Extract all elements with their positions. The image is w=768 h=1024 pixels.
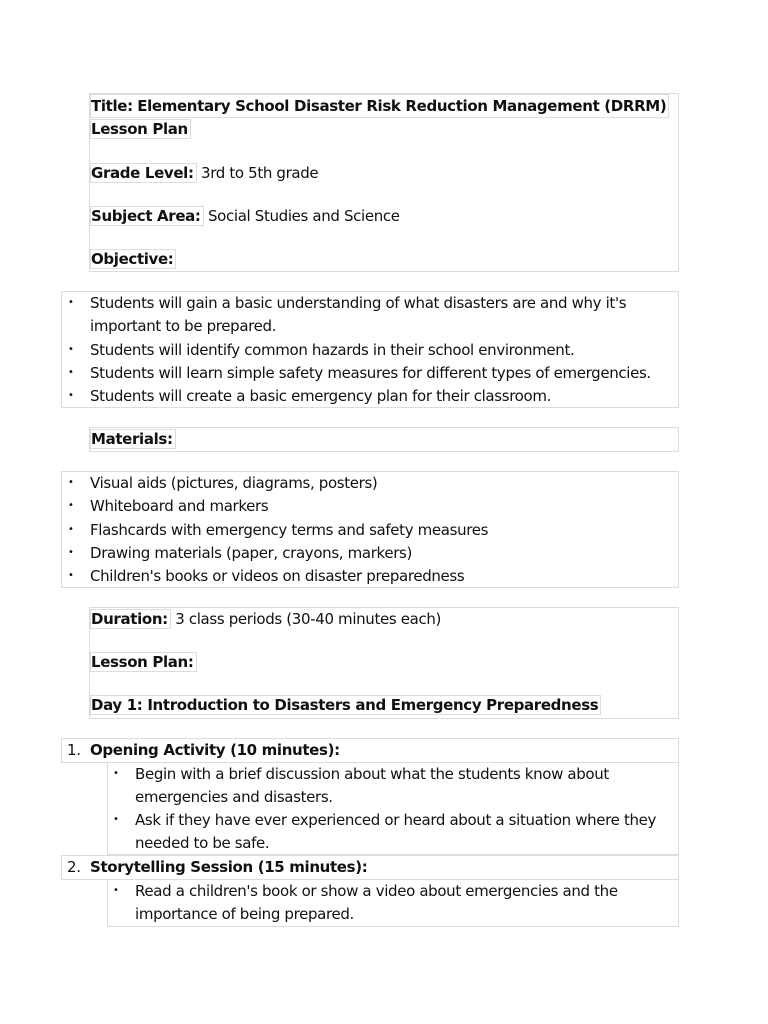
objective-label: Objective: [90,249,176,269]
subject-area-value: Social Studies and Science [208,207,400,225]
list-item: Whiteboard and markers [90,497,269,515]
list-bullet: • [68,390,74,401]
list-item: Flashcards with emergency terms and safety measures [90,521,489,539]
activity-number: 1. [67,741,81,759]
list-bullet: • [68,547,74,558]
duration-value: 3 class periods (30-40 minutes each) [175,610,442,628]
activity-1-title: Opening Activity (10 minutes): [90,741,340,759]
objective-heading [90,248,176,270]
activity-2-title: Storytelling Session (15 minutes): [90,858,368,876]
list-bullet: • [68,344,74,355]
day-1-heading [90,694,601,716]
list-item: Begin with a brief discussion about what the students know about [135,765,609,783]
grade-level-value: 3rd to 5th grade [201,164,319,182]
list-item-continued: important to be prepared. [90,317,277,335]
activity-title [90,856,367,878]
materials-label: Materials: [90,429,176,449]
title-label: Title: [91,97,133,115]
grade-level-label: Grade Level: [90,163,197,183]
grade-level [90,162,318,184]
list-item: Students will identify common hazards in their school environment. [90,341,575,359]
list-bullet: • [113,814,119,825]
lesson-plan-heading [90,651,197,673]
list-item: Ask if they have ever experienced or heard about a situation where they [135,811,657,829]
activity-title [90,739,340,761]
duration-label: Duration: [90,609,171,629]
list-bullet: • [68,500,74,511]
list-bullet: • [68,297,74,308]
duration [90,608,441,630]
list-item: Drawing materials (paper, crayons, markers) [90,544,413,562]
list-item-continued: needed to be safe. [135,834,270,852]
list-item-continued: importance of being prepared. [135,905,354,923]
list-bullet: • [68,367,74,378]
title-text: Elementary School Disaster Risk Reduction Management (DRRM) [137,97,667,115]
list-bullet: • [113,768,119,779]
title-text-continued: Lesson Plan [90,119,191,139]
list-bullet: • [68,570,74,581]
day-1-heading-text: Day 1: Introduction to Disasters and Emergency Preparedness [90,695,601,715]
subject-area [90,205,400,227]
materials-heading [90,428,176,450]
materials-heading-box [89,427,679,452]
title-line-1 [90,94,669,118]
list-bullet: • [68,524,74,535]
lesson-plan-label: Lesson Plan: [90,652,197,672]
list-item-continued: emergencies and disasters. [135,788,333,806]
list-bullet: • [68,477,74,488]
list-item: Visual aids (pictures, diagrams, posters) [90,474,378,492]
list-bullet: • [113,885,119,896]
activity-number: 2. [67,858,81,876]
subject-area-label: Subject Area: [90,206,204,226]
list-item: Read a children's book or show a video about emergencies and the [135,882,618,900]
title-line-2 [90,118,191,140]
list-item: Students will gain a basic understanding of what disasters are and why it's [90,294,627,312]
list-item: Children's books or videos on disaster preparedness [90,567,465,585]
list-item: Students will learn simple safety measures for different types of emergencies. [90,364,651,382]
list-item: Students will create a basic emergency plan for their classroom. [90,387,552,405]
